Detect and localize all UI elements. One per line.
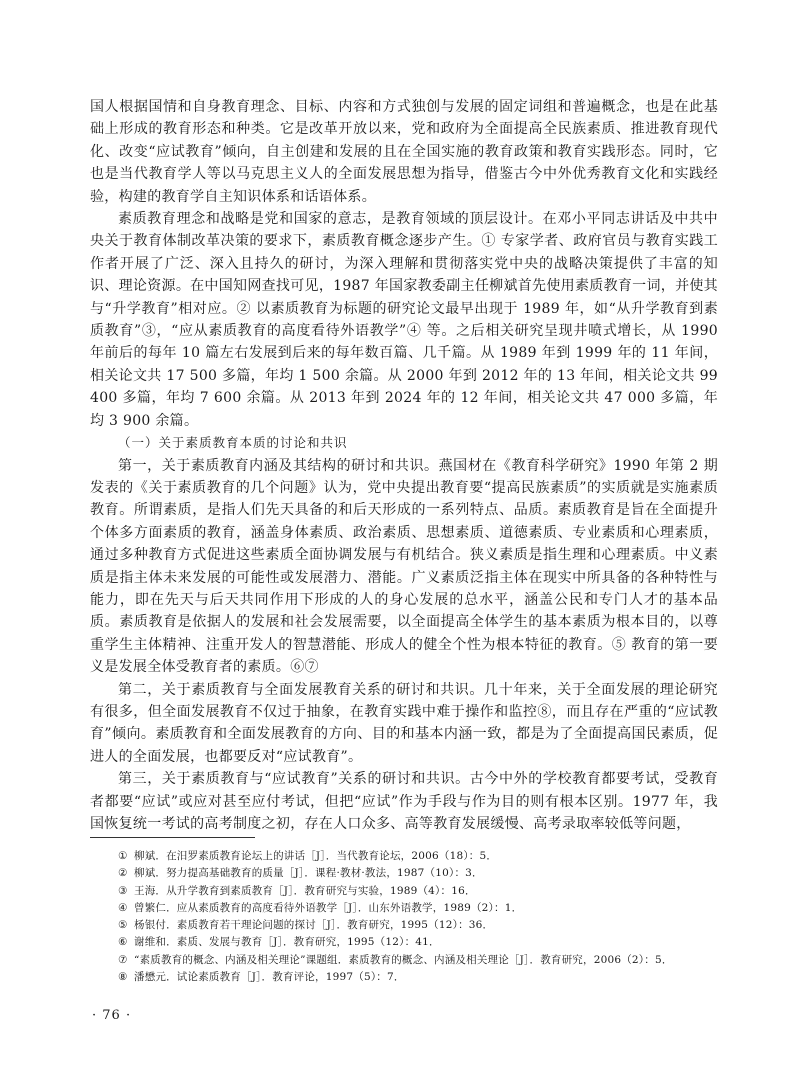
- footnote-mark: ①: [118, 850, 128, 862]
- footnote-mark: ⑦: [118, 953, 128, 966]
- paragraph-continuation: 国人根据国情和自身教育理念、目标、内容和方式独创与发展的固定词组和普遍概念，也是在此基础上形成的教育形态和种类。它是改革开放以来，党和政府为全面提高全民族素质、推进教育现代化、改变“应试教育”倾向，自主创建和发展的且在全国实施的教育政策和教育实践形态。同时，它也是当代教育学人等以马克思主义人的全面发展思想为指导，借鉴古今中外优秀教育文化和实践经验，构建的教育学自主知识体系和话语体系。: [90, 99, 718, 205]
- footnote-item: [118, 900, 718, 917]
- footnote-text: “素质教育的概念、内涵及相关理论”课题组．素质教育的概念、内涵及相关理论［J］．教育研究，2006（2）：5．: [134, 953, 673, 966]
- footnote-item: [118, 883, 718, 900]
- footnote-mark: ⑧: [118, 971, 128, 984]
- footnote-mark: ④: [118, 901, 128, 914]
- footnote-text: 杨银付．素质教育若干理论问题的探讨［J］．教育研究，1995（12）：36．: [134, 919, 494, 932]
- paragraph-first-consensus: 第一，关于素质教育内涵及其结构的研讨和共识。燕国材在《教育科学研究》1990 年第 2 期发表的《关于素质教育的几个问题》认为，党中央提出教育要“提高民族素质”的实质就是实施素质教育。所谓素质，是指人们先天具备的和后天形成的一系列特点、品质。素质教育是旨在全面提升个体多方面素质的教育，涵盖身体素质、政治素质、思想素质、道德素质、专业素质和心理素质，通过多种教育方式促进这些素质全面协调发展与有机结合。狭义素质是指生理和心理素质。中义素质是指主体未来发展的可能性或发展潜力、潜能。广义素质泛指主体在现实中所具备的各种特性与能力，即在先天与后天共同作用下形成的人的身心发展的总水平，涵盖公民和专门人才的基本品质。素质教育是依据人的发展和社会发展需要，以全面提高全体学生的基本素质为根本目的，以尊重学生主体精神、注重开发人的智慧潜能、形成人的健全个性为根本特征的教育。⑤ 教育的第一要义是发展全体受教育者的素质。⑥⑦: [90, 457, 718, 676]
- footnote-mark: ③: [118, 884, 128, 897]
- main-text: [90, 96, 718, 835]
- footnote-text: 潘懋元．试论素质教育［J］．教育评论，1997（5）：7．: [134, 971, 405, 984]
- section-heading: （一）关于素质教育本质的讨论和共识: [118, 435, 348, 451]
- footnote-text: 柳斌．在汨罗素质教育论坛上的讲话［J］．当代教育论坛，2006（18）：5．: [134, 850, 498, 862]
- footnote-mark: ⑥: [118, 936, 128, 949]
- footnote-item: [118, 952, 718, 969]
- footnote-text: 谢维和．素质、发展与教育［J］．教育研究，1995（12）：41．: [134, 936, 440, 949]
- paragraph-second-consensus: 第二，关于素质教育与全面发展教育关系的研讨和共识。几十年来，关于全面发展的理论研究有很多，但全面发展教育不仅过于抽象，在教育实践中难于操作和监控⑧，而且存在严重的“应试教育”倾向。素质教育和全面发展教育的方向、目的和基本内涵一致，都是为了全面提高国民素质，促进人的全面发展，也都要反对“应试教育”。: [90, 681, 718, 765]
- footnote-mark: ②: [118, 867, 128, 880]
- footnote-item: [118, 865, 718, 882]
- footnote-item: [118, 917, 718, 934]
- paragraph-third-consensus: 第三，关于素质教育与“应试教育”关系的研讨和共识。古今中外的学校教育都要考试，受教育者都要“应试”或应对甚至应付考试，但把“应试”作为手段与作为目的则有根本区别。1977 年，我国恢复统一考试的高考制度之初，存在人口众多、高等教育发展缓慢、高考录取率较低等问题，: [90, 771, 718, 832]
- footnote-item: [118, 969, 718, 986]
- page-number: · 76 ·: [92, 1008, 132, 1023]
- footnote-text: 柳斌．努力提高基础教育的质量［J］．课程·教材·教法，1987（10）：3．: [134, 867, 483, 880]
- body-text: [90, 96, 718, 835]
- footnote-item: [118, 934, 718, 951]
- footnote-divider: [90, 837, 255, 838]
- footnote-mark: ⑤: [118, 919, 128, 932]
- footnote-text: 曾繁仁．应从素质教育的高度看待外语教学［J］．山东外语教学，1989（2）：1．: [134, 901, 523, 914]
- paragraph-quality-education-origin: 素质教育理念和战略是党和国家的意志，是教育领域的顶层设计。在邓小平同志讲话及中共中央关于教育体制改革决策的要求下，素质教育概念逐步产生。① 专家学者、政府官员与教育实践工作者开展了广泛、深入且持久的研讨，为深入理解和贯彻落实党中央的战略决策提供了丰富的知识、理论资源。在中国知网查找可见，1987 年国家教委副主任柳斌首先使用素质教育一词，并使其与“升学教育”相对应。② 以素质教育为标题的研究论文最早出现于 1989 年，如“从升学教育到素质教育”③，“应从素质教育的高度看待外语教学”④ 等。之后相关研究呈现井喷式增长，从 1990 年前后的每年 10 篇左右发展到后来的每年数百篇、几千篇。从 1989 年到 1999 年的 11 年间，相关论文共 17 500 多篇，年均 1 500 余篇。从 2000 年到 2012 年的 13 年间，相关论文共 99 400 多篇，年均 7 600 余篇。从 2013 年到 2024 年的 12 年间，相关论文共 47 000 多篇，年均 3 900 余篇。: [90, 211, 718, 429]
- footnote-text: 王海．从升学教育到素质教育［J］．教育研究与实验，1989（4）：16．: [134, 884, 476, 897]
- footnote-list: [118, 848, 718, 986]
- footnote-item: [118, 848, 718, 865]
